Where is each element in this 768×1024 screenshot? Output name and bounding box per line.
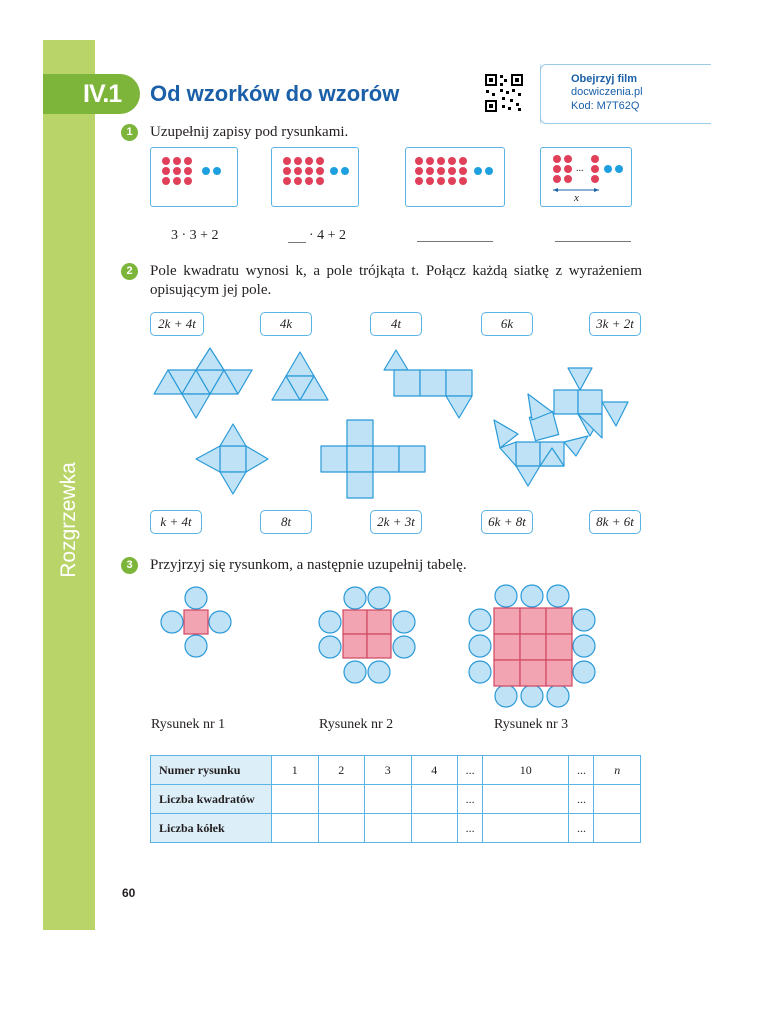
section-label xyxy=(43,440,95,600)
table-header-cell: n xyxy=(594,756,641,785)
task-instruction: Przyjrzyj się rysunkom, a następnie uzupełnij tabelę. xyxy=(150,557,467,573)
dot-pattern xyxy=(541,148,631,206)
figure-caption: Rysunek nr 3 xyxy=(494,717,569,732)
square-circle-patterns xyxy=(150,580,620,710)
table-cell[interactable] xyxy=(594,785,641,814)
task-instruction: Uzupełnij zapisy pod rysunkami. xyxy=(150,124,349,140)
table-cell[interactable] xyxy=(318,785,365,814)
answer-2-text: · 4 + 2 xyxy=(309,228,347,243)
table-header-label: Numer rysunku xyxy=(151,756,272,785)
ellipsis-label: ... xyxy=(576,163,584,174)
table-cell: ... xyxy=(458,785,483,814)
page-number: 60 xyxy=(122,886,136,900)
expression-box[interactable]: 8t xyxy=(260,510,312,534)
table-cell[interactable] xyxy=(483,814,569,843)
expression-box[interactable]: 4t xyxy=(370,312,422,336)
unit-tab xyxy=(43,74,140,114)
table-cell[interactable] xyxy=(272,785,319,814)
expression-box[interactable]: 8k + 6t xyxy=(589,510,641,534)
task-instruction: Pole kwadratu wynosi k, a pole trójkąta t. Połącz każdą siatkę z wyrażeniem opisującym jej pole. xyxy=(150,263,642,298)
net-pyramid xyxy=(196,424,268,494)
table-header-cell: 2 xyxy=(318,756,365,785)
expression-box[interactable]: 3k + 2t xyxy=(589,312,641,336)
table-cell[interactable] xyxy=(483,785,569,814)
table-cell[interactable] xyxy=(411,785,458,814)
dot-figure-3 xyxy=(405,147,505,207)
dot-pattern xyxy=(272,148,358,206)
net-prism xyxy=(384,350,472,418)
expression-box[interactable]: 6k xyxy=(481,312,533,336)
film-site: docwiczenia.pl xyxy=(571,86,643,98)
table-cell: ... xyxy=(569,814,594,843)
figure-caption: Rysunek nr 1 xyxy=(151,717,226,732)
dot-figure-4 xyxy=(540,147,632,207)
film-title: Obejrzyj film xyxy=(571,73,638,85)
page-title: Od wzorków do wzorów xyxy=(150,81,400,106)
unit-number: IV.1 xyxy=(83,80,122,108)
table-cell[interactable] xyxy=(411,814,458,843)
table-cell[interactable] xyxy=(365,814,412,843)
net-tetrahedron xyxy=(272,352,328,400)
expression-box[interactable]: 6k + 8t xyxy=(481,510,533,534)
table-cell[interactable] xyxy=(272,814,319,843)
dot-pattern xyxy=(151,148,237,206)
task-number: 2 xyxy=(121,263,138,280)
table-header-cell: 3 xyxy=(365,756,412,785)
table-cell: ... xyxy=(569,785,594,814)
net-triangle-strip xyxy=(154,348,252,418)
net-cube-cross xyxy=(321,420,425,498)
expression-box[interactable]: k + 4t xyxy=(150,510,202,534)
table-header-cell: 4 xyxy=(411,756,458,785)
table-cell[interactable] xyxy=(594,814,641,843)
expression-box[interactable]: 2k + 3t xyxy=(370,510,422,534)
dot-figure-2 xyxy=(271,147,359,207)
table-row xyxy=(151,814,641,843)
table-header-cell: ... xyxy=(458,756,483,785)
x-label: x xyxy=(574,192,579,204)
geometric-nets xyxy=(140,340,650,510)
film-link[interactable] xyxy=(540,64,711,124)
table-header-cell: ... xyxy=(569,756,594,785)
film-code: Kod: M7T62Q xyxy=(571,100,640,112)
answer-4-blank[interactable] xyxy=(555,240,631,242)
table-row xyxy=(151,756,641,785)
qr-code-icon[interactable] xyxy=(484,73,524,113)
table-row xyxy=(151,785,641,814)
table-row-label: Liczba kółek xyxy=(151,814,272,843)
table-row-label: Liczba kwadratów xyxy=(151,785,272,814)
answer-3-blank[interactable] xyxy=(417,240,493,242)
table-cell[interactable] xyxy=(365,785,412,814)
table-header-cell: 1 xyxy=(272,756,319,785)
dot-pattern xyxy=(406,148,504,206)
dot-figure-1 xyxy=(150,147,238,207)
answer-table xyxy=(150,755,641,843)
net-complex xyxy=(494,368,628,486)
expression-box[interactable]: 4k xyxy=(260,312,312,336)
answer-1: 3 · 3 + 2 xyxy=(171,228,219,243)
answer-2-blank[interactable] xyxy=(288,241,306,243)
table-cell: ... xyxy=(458,814,483,843)
figure-caption: Rysunek nr 2 xyxy=(319,717,394,732)
section-label-text: Rozgrzewka xyxy=(57,462,80,578)
task-number: 1 xyxy=(121,124,138,141)
table-cell[interactable] xyxy=(318,814,365,843)
task-number: 3 xyxy=(121,557,138,574)
table-header-cell: 10 xyxy=(483,756,569,785)
film-tab-arrow xyxy=(540,64,560,124)
expression-box[interactable]: 2k + 4t xyxy=(150,312,204,336)
